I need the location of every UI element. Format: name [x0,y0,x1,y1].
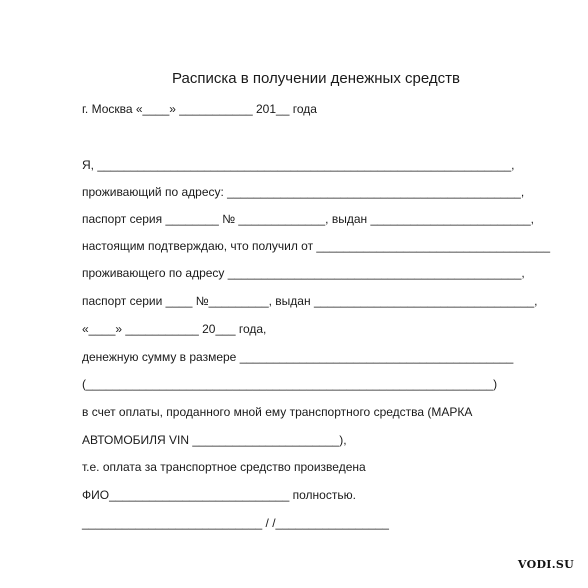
place-date-line: г. Москва «____» ___________ 201__ года [82,102,317,116]
payment-purpose-line: в счет оплаты, проданного мной ему транспортного средства (МАРКА [82,405,473,419]
payer-address-line: проживающего по адресу ____________________________________________, [82,266,525,280]
receiver-address-line: проживающий по адресу: ____________________________________________, [82,185,525,199]
full-name-line: ФИО___________________________ полностью. [82,488,356,502]
site-logo: VODI.SU [517,558,574,571]
document-title: Расписка в получении денежных средств [172,70,460,87]
payment-made-line: т.е. оплата за транспортное средство произведена [82,460,366,474]
payer-passport-line: паспорт серии ____ №_________, выдан _________________________________, [82,294,538,308]
confirmation-line: настоящим подтверждаю, что получил от ___________________________________ [82,239,551,253]
vehicle-vin-line: АВТОМОБИЛЯ VIN ______________________), [82,433,347,447]
receiver-name-line: Я, ______________________________________________________________, [82,158,515,172]
amount-line: денежную сумму в размере _________________________________________ [82,350,514,364]
issue-date-line: «____» ___________ 20___ года, [82,322,267,336]
amount-words-line: (_____________________________________________________________) [82,377,498,391]
signature-line: ___________________________ / /_________________ [82,516,389,530]
receiver-passport-line: паспорт серия ________ № _____________, выдан ________________________, [82,212,534,226]
